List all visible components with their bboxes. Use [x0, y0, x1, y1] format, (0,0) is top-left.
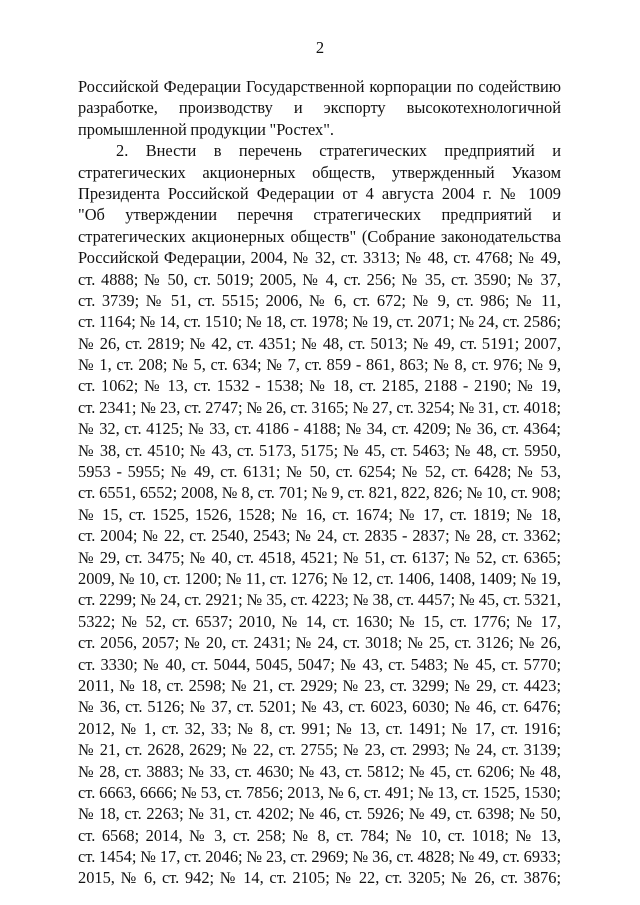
text-line: стратегических акционерных обществ, утвержденный Указом — [78, 162, 561, 182]
page-number: 2 — [315, 38, 325, 57]
text-line: № 26, ст. 2819; № 42, ст. 4351; № 48, ст. 5013; № 49, ст. 5191; 2007, — [78, 333, 561, 353]
text-line: "Об утверждении перечня стратегических предприятий и — [78, 205, 561, 225]
text-line: ст. 4888; № 50, ст. 5019; 2005, № 4, ст. 256; № 35, ст. 3590; № 37, — [78, 269, 561, 289]
text-line: 2009, № 10, ст. 1200; № 11, ст. 1276; № 12, ст. 1406, 1408, 1409; № 19, — [78, 568, 561, 588]
text-line: ст. 1062; № 13, ст. 1532 - 1538; № 18, ст. 2185, 2188 - 2190; № 19, — [78, 376, 561, 396]
text-line: № 21, ст. 2628, 2629; № 22, ст. 2755; № 23, ст. 2993; № 24, ст. 3139; — [78, 740, 561, 760]
text-line: ст. 2299; № 24, ст. 2921; № 35, ст. 4223; № 38, ст. 4457; № 45, ст. 5321, — [78, 590, 561, 610]
text-line: ст. 1164; № 14, ст. 1510; № 18, ст. 1978; № 19, ст. 2071; № 24, ст. 2586; — [78, 312, 561, 332]
text-line: № 38, ст. 4510; № 43, ст. 5173, 5175; № 45, ст. 5463; № 48, ст. 5950, — [78, 440, 561, 460]
text-line: Президента Российской Федерации от 4 августа 2004 г. № 1009 — [78, 183, 561, 203]
text-line: 5322; № 52, ст. 6537; 2010, № 14, ст. 1630; № 15, ст. 1776; № 17, — [78, 611, 561, 631]
text-line: № 29, ст. 3475; № 40, ст. 4518, 4521; № 51, ст. 6137; № 52, ст. 6365; — [78, 547, 561, 567]
text-line: ст. 3330; № 40, ст. 5044, 5045, 5047; № 43, ст. 5483; № 45, ст. 5770; — [78, 654, 561, 674]
document-body — [78, 76, 561, 889]
text-line: № 1, ст. 208; № 5, ст. 634; № 7, ст. 859 - 861, 863; № 8, ст. 976; № 9, — [78, 355, 561, 375]
paragraph-first-line: 2. Внести в перечень стратегических предприятий и — [116, 141, 561, 161]
text-line: ст. 6568; 2014, № 3, ст. 258; № 8, ст. 784; № 10, ст. 1018; № 13, — [78, 825, 561, 845]
text-line: ст. 2341; № 23, ст. 2747; № 26, ст. 3165; № 27, ст. 3254; № 31, ст. 4018; — [78, 397, 561, 417]
text-line: 2011, № 18, ст. 2598; № 21, ст. 2929; № 23, ст. 3299; № 29, ст. 4423; — [78, 675, 561, 695]
text-line: 2012, № 1, ст. 32, 33; № 8, ст. 991; № 13, ст. 1491; № 17, ст. 1916; — [78, 718, 561, 738]
text-line: ст. 2004; № 22, ст. 2540, 2543; № 24, ст. 2835 - 2837; № 28, ст. 3362; — [78, 526, 561, 546]
text-line: ст. 1454; № 17, ст. 2046; № 23, ст. 2969; № 36, ст. 4828; № 49, ст. 6933; — [78, 847, 561, 867]
text-line: № 18, ст. 2263; № 31, ст. 4202; № 46, ст. 5926; № 49, ст. 6398; № 50, — [78, 804, 561, 824]
text-line: разработке, производству и экспорту высокотехнологичной — [78, 98, 561, 118]
text-line: ст. 2056, 2057; № 20, ст. 2431; № 24, ст. 3018; № 25, ст. 3126; № 26, — [78, 633, 561, 653]
text-line: № 32, ст. 4125; № 33, ст. 4186 - 4188; № 34, ст. 4209; № 36, ст. 4364; — [78, 419, 561, 439]
text-line: Российской Федерации, 2004, № 32, ст. 3313; № 48, ст. 4768; № 49, — [78, 248, 561, 268]
text-line: ст. 6663, 6666; № 53, ст. 7856; 2013, № 6, ст. 491; № 13, ст. 1525, 1530; — [78, 782, 561, 802]
text-line: № 15, ст. 1525, 1526, 1528; № 16, ст. 1674; № 17, ст. 1819; № 18, — [78, 504, 561, 524]
text-line: 5953 - 5955; № 49, ст. 6131; № 50, ст. 6254; № 52, ст. 6428; № 53, — [78, 462, 561, 482]
text-line: № 28, ст. 3883; № 33, ст. 4630; № 43, ст. 5812; № 45, ст. 6206; № 48, — [78, 761, 561, 781]
text-line: ст. 6551, 6552; 2008, № 8, ст. 701; № 9, ст. 821, 822, 826; № 10, ст. 908; — [78, 483, 561, 503]
text-line: промышленной продукции "Ростех". — [78, 119, 334, 139]
text-line: ст. 3739; № 51, ст. 5515; 2006, № 6, ст. 672; № 9, ст. 986; № 11, — [78, 290, 561, 310]
text-line: 2015, № 6, ст. 942; № 14, ст. 2105; № 22, ст. 3205; № 26, ст. 3876; — [78, 868, 561, 888]
text-line: стратегических акционерных обществ" (Собрание законодательства — [78, 226, 561, 246]
text-line: Российской Федерации Государственной корпорации по содействию — [78, 77, 561, 96]
text-line: № 36, ст. 5126; № 37, ст. 5201; № 43, ст. 6023, 6030; № 46, ст. 6476; — [78, 697, 561, 717]
